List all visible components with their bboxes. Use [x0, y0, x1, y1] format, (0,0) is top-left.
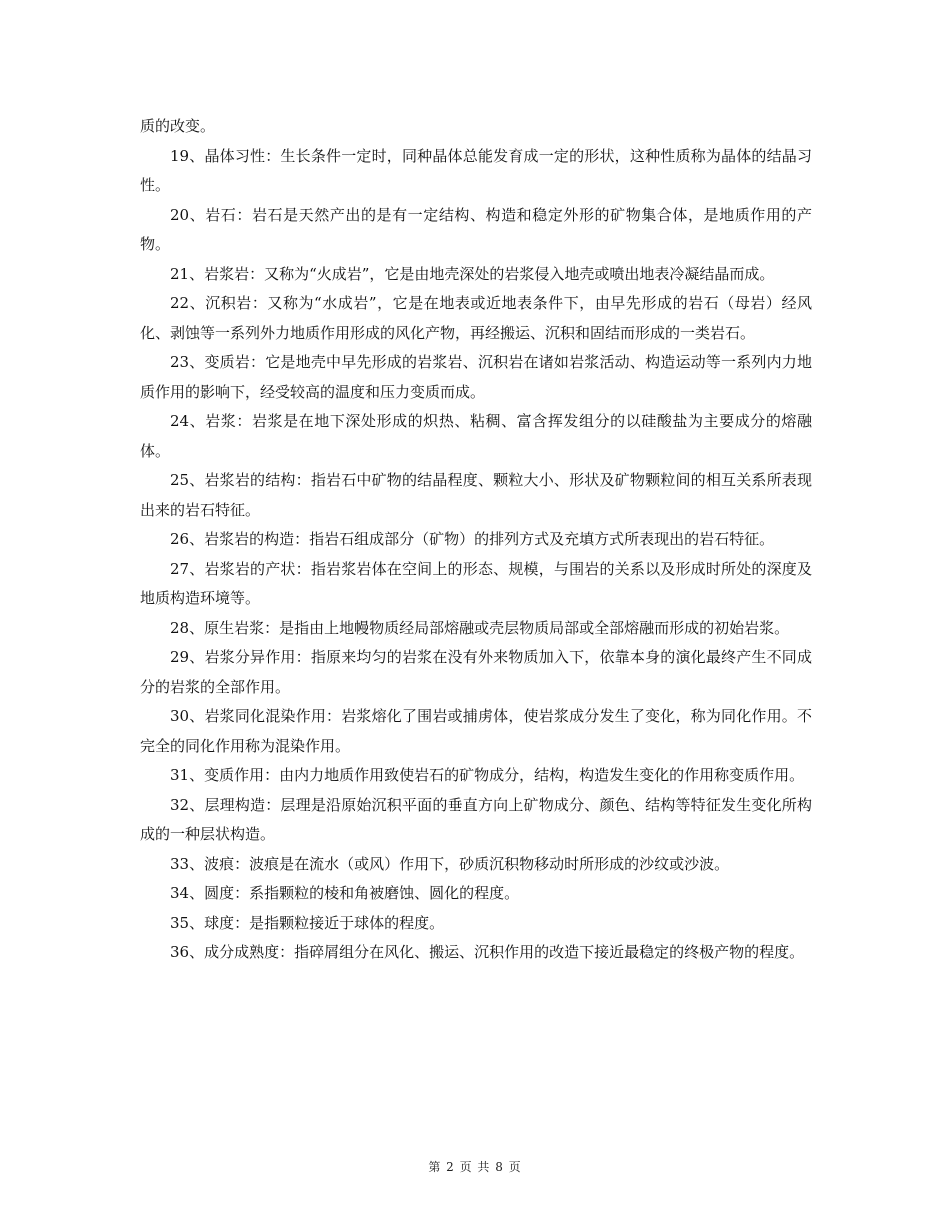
paragraph: 22、沉积岩：又称为“水成岩”，它是在地表或近地表条件下，由早先形成的岩石（母岩）经风化、剥蚀等一系列外力地质作用形成的风化产物，再经搬运、沉积和固结而形成的一类岩石。	[140, 294, 812, 342]
paragraph: 26、岩浆岩的构造：指岩石组成部分（矿物）的排列方式及充填方式所表现出的岩石特征。	[170, 530, 775, 548]
paragraph: 28、原生岩浆：是指由上地幔物质经局部熔融或壳层物质局部或全部熔融而形成的初始岩浆。	[170, 618, 790, 637]
paragraph: 质的改变。	[140, 117, 216, 135]
page-number-footer: 第 2 页 共 8 页	[428, 1160, 522, 1174]
paragraph: 21、岩浆岩：又称为“火成岩”，它是由地壳深处的岩浆侵入地壳或喷出地表冷凝结晶而成。	[170, 264, 775, 283]
paragraph: 24、岩浆：岩浆是在地下深处形成的炽热、粘稠、富含挥发组分的以硅酸盐为主要成分的熔融体。	[140, 412, 812, 460]
paragraph: 29、岩浆分异作用：指原来均匀的岩浆在没有外来物质加入下，依靠本身的演化最终产生不同成分的岩浆的全部作用。	[140, 648, 812, 696]
paragraph: 34、圆度：系指颗粒的棱和角被磨蚀、圆化的程度。	[170, 884, 520, 902]
paragraph: 30、岩浆同化混染作用：岩浆熔化了围岩或捕虏体，使岩浆成分发生了变化，称为同化作用。不完全的同化作用称为混染作用。	[140, 707, 812, 755]
paragraph: 36、成分成熟度：指碎屑组分在风化、搬运、沉积作用的改造下接近最稳定的终极产物的程度。	[170, 943, 805, 961]
paragraph: 32、层理构造：层理是沿原始沉积平面的垂直方向上矿物成分、颜色、结构等特征发生变化所构成的一种层状构造。	[140, 795, 812, 843]
paragraph: 33、波痕：波痕是在流水（或风）作用下，砂质沉积物移动时所形成的沙纹或沙波。	[170, 854, 730, 873]
paragraph: 35、球度：是指颗粒接近于球体的程度。	[170, 913, 445, 932]
paragraph: 19、晶体习性：生长条件一定时，同种晶体总能发育成一定的形状，这种性质称为晶体的结晶习性。	[140, 146, 812, 194]
paragraph: 25、岩浆岩的结构：指岩石中矿物的结晶程度、颗粒大小、形状及矿物颗粒间的相互关系所表现出来的岩石特征。	[140, 471, 812, 519]
paragraph: 20、岩石：岩石是天然产出的是有一定结构、构造和稳定外形的矿物集合体，是地质作用的产物。	[140, 205, 812, 253]
paragraph: 23、变质岩：它是地壳中早先形成的岩浆岩、沉积岩在诸如岩浆活动、构造运动等一系列内力地质作用的影响下，经受较高的温度和压力变质而成。	[140, 353, 812, 401]
paragraph: 27、岩浆岩的产状：指岩浆岩体在空间上的形态、规模，与围岩的关系以及形成时所处的深度及地质构造环境等。	[140, 559, 812, 607]
paragraph: 31、变质作用：由内力地质作用致使岩石的矿物成分，结构，构造发生变化的作用称变质作用。	[170, 766, 805, 784]
document-body	[140, 112, 812, 968]
